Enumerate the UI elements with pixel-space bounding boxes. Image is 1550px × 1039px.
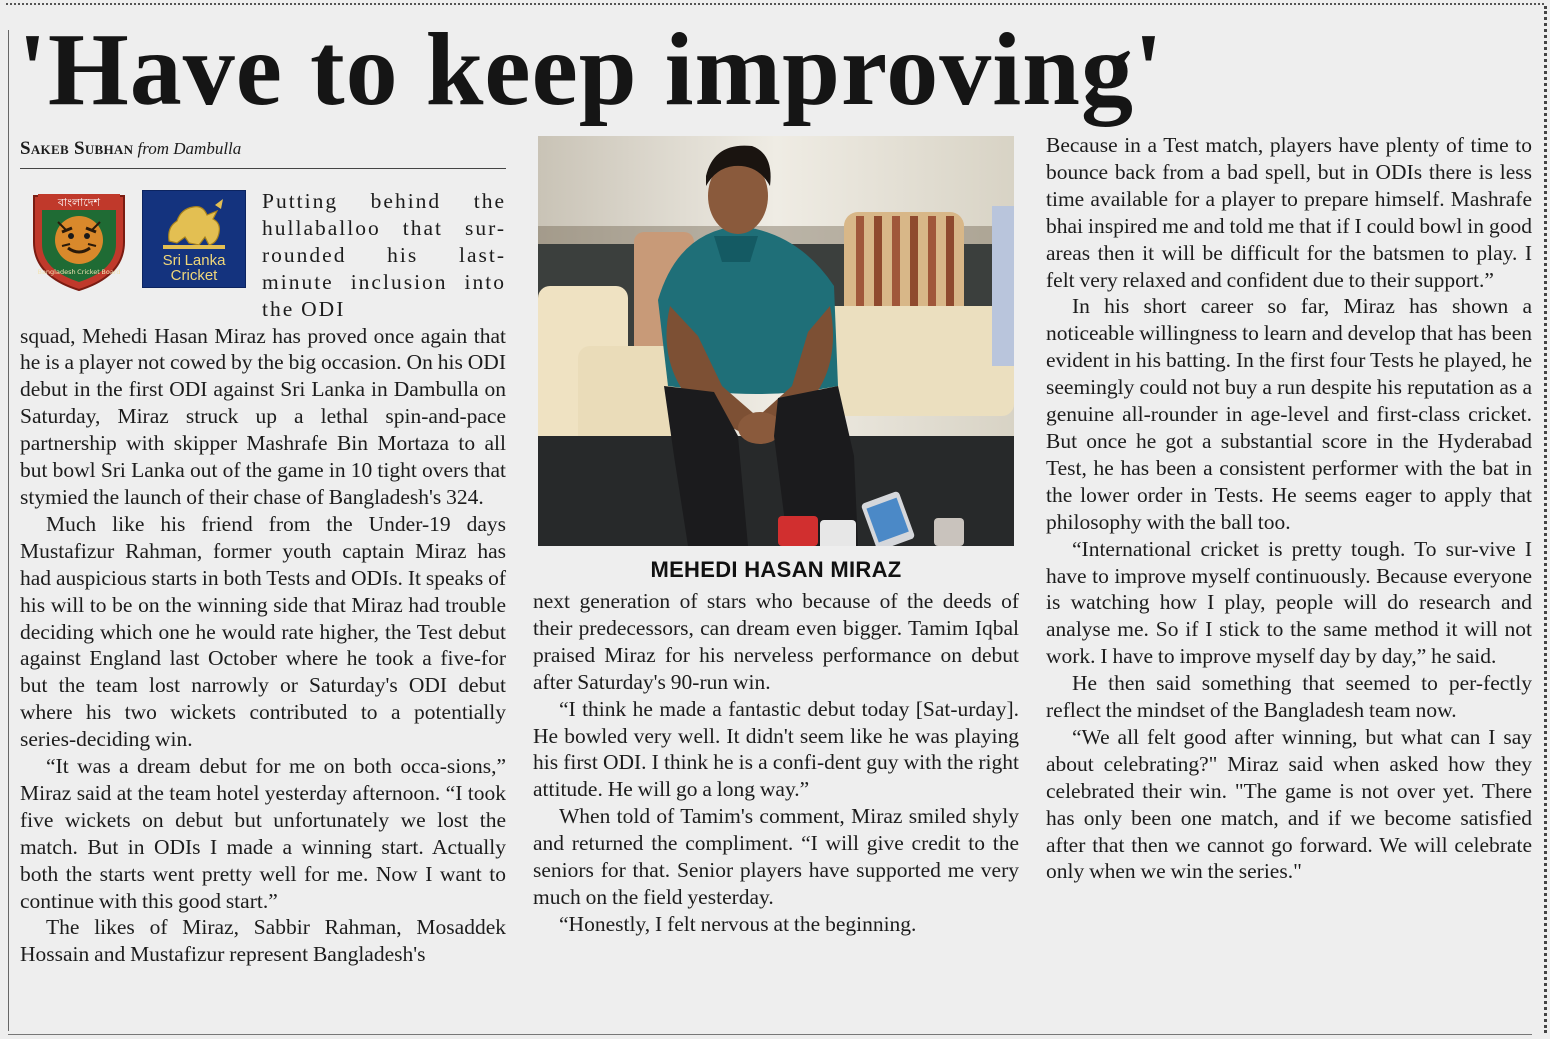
article-column-2 bbox=[533, 588, 1019, 938]
bcb-logo-text-bottom: Bangladesh Cricket Board bbox=[37, 268, 121, 276]
col1-para2: Much like his friend from the Under-19 days Mustafizur Rahman, former youth captain Miraz has had auspicious starts in both Tests and ODIs. It speaks of his will to be on the winning side that Miraz had trouble deciding which one he would rate higher, the Test debut against England last October where he took a five-for but the team lost narrowly or Saturday's ODI debut where his two wickets contributed to a potentially series-deciding win. bbox=[20, 511, 506, 752]
bottom-rule bbox=[8, 1034, 1532, 1035]
col1-para1: squad, Mehedi Hasan Miraz has proved once again that he is a player not cowed by the big occasion. On his ODI debut in the first ODI against Sri Lanka in Dambulla on Saturday, Miraz struck up a lethal spin-and-pace partnership with skipper Mashrafe Bin Mortaza to all but bowl Sri Lanka out of the game in 10 tight overs that stymied the launch of their chase of Bangladesh's 324. bbox=[20, 323, 506, 509]
bcb-logo-icon bbox=[22, 188, 136, 294]
left-rule bbox=[8, 30, 9, 1031]
col2-para3: When told of Tamim's comment, Miraz smiled shyly and returned the compliment. “I will give credit to the seniors for that. Senior players have supported me very much on the field yesterday. bbox=[533, 804, 1019, 909]
headline: 'Have to keep improving' bbox=[18, 12, 1164, 127]
col3-para3: “International cricket is pretty tough. To sur-vive I have to improve myself continuously. Because everyone is watching how I play, people will do research and analyse me. So if I stick to the same method it will not work. I have to improve myself day by day,” he said. bbox=[1046, 536, 1532, 669]
byline bbox=[20, 138, 506, 169]
lion-icon bbox=[159, 197, 229, 253]
article-column-3 bbox=[1046, 132, 1532, 885]
top-border-dots bbox=[6, 3, 1544, 5]
logos bbox=[20, 188, 252, 294]
col1-para4: The likes of Miraz, Sabbir Rahman, Mosaddek Hossain and Mustafizur represent Bangladesh's bbox=[20, 915, 506, 967]
right-border-dots bbox=[1544, 6, 1547, 1033]
col1-para1-intro: Putting behind the hullaballoo that sur-rounded his last-minute inclusion into the ODI bbox=[262, 189, 506, 321]
bcb-logo-text-top: বাংলাদেশ bbox=[57, 196, 101, 209]
byline-author: Sakeb Subhan bbox=[20, 138, 134, 159]
byline-location: from Dambulla bbox=[137, 139, 242, 158]
col2-para2: “I think he made a fantastic debut today [Sat-urday]. He bowled very well. It didn't seem like he was playing his first ODI. I think he is a confi-dent guy with the right attitude. He will go a long way.” bbox=[533, 696, 1019, 802]
col3-para5: “We all felt good after winning, but what can I say about celebrating?" Miraz said when asked how they celebrated their win. "The game is not over yet. There has only been one match, and if we become satisfied after that then we cannot go forward. We will celebrate only when we win the series." bbox=[1046, 724, 1532, 884]
col3-para1: Because in a Test match, players have plenty of time to bounce back from a bad spell, but in ODIs there is less time available for a player to prepare himself. Mashrafe bhai inspired me and told me that if I could bowl in good areas then it will be difficult for the batsmen to play. I felt very relaxed and confident due to their support.” bbox=[1046, 133, 1532, 292]
col3-para2: In his short career so far, Miraz has shown a noticeable willingness to learn and develop that has been evident in his batting. In the first four Tests he played, he seemingly could not buy a run despite his reputation as a genuine all-rounder in age-level and first-class cricket. But once he got a substantial score in the Hyderabad Test, he has been a consistent performer with the bat in the lower order in Tests. He seems eager to apply that philosophy with the ball too. bbox=[1046, 294, 1532, 534]
slc-logo bbox=[142, 190, 246, 288]
slc-logo-line2: Cricket bbox=[170, 267, 218, 284]
player-photo-image bbox=[538, 136, 1014, 546]
player-photo bbox=[538, 136, 1014, 546]
col3-para4: He then said something that seemed to per-fectly reflect the mindset of the Bangladesh team now. bbox=[1046, 671, 1532, 723]
col1-para3: “It was a dream debut for me on both occa-sions,” Miraz said at the team hotel yesterday afternoon. “I took five wickets on debut but unfortunately we lost the match. But in ODIs I made a winning start. Actually both the starts went pretty well for me. Now I want to continue with this good start.” bbox=[20, 754, 506, 913]
col2-para1: next generation of stars who because of the deeds of their predecessors, can dream even bigger. Tamim Iqbal praised Miraz for his nerveless performance on debut after Saturday's 90-run win. bbox=[533, 589, 1019, 694]
col2-para4: “Honestly, I felt nervous at the beginning. bbox=[559, 911, 917, 936]
slc-logo-line1: Sri Lanka bbox=[162, 252, 226, 269]
photo-caption: MEHEDI HASAN MIRAZ bbox=[650, 557, 902, 582]
article-column-1 bbox=[20, 188, 506, 968]
